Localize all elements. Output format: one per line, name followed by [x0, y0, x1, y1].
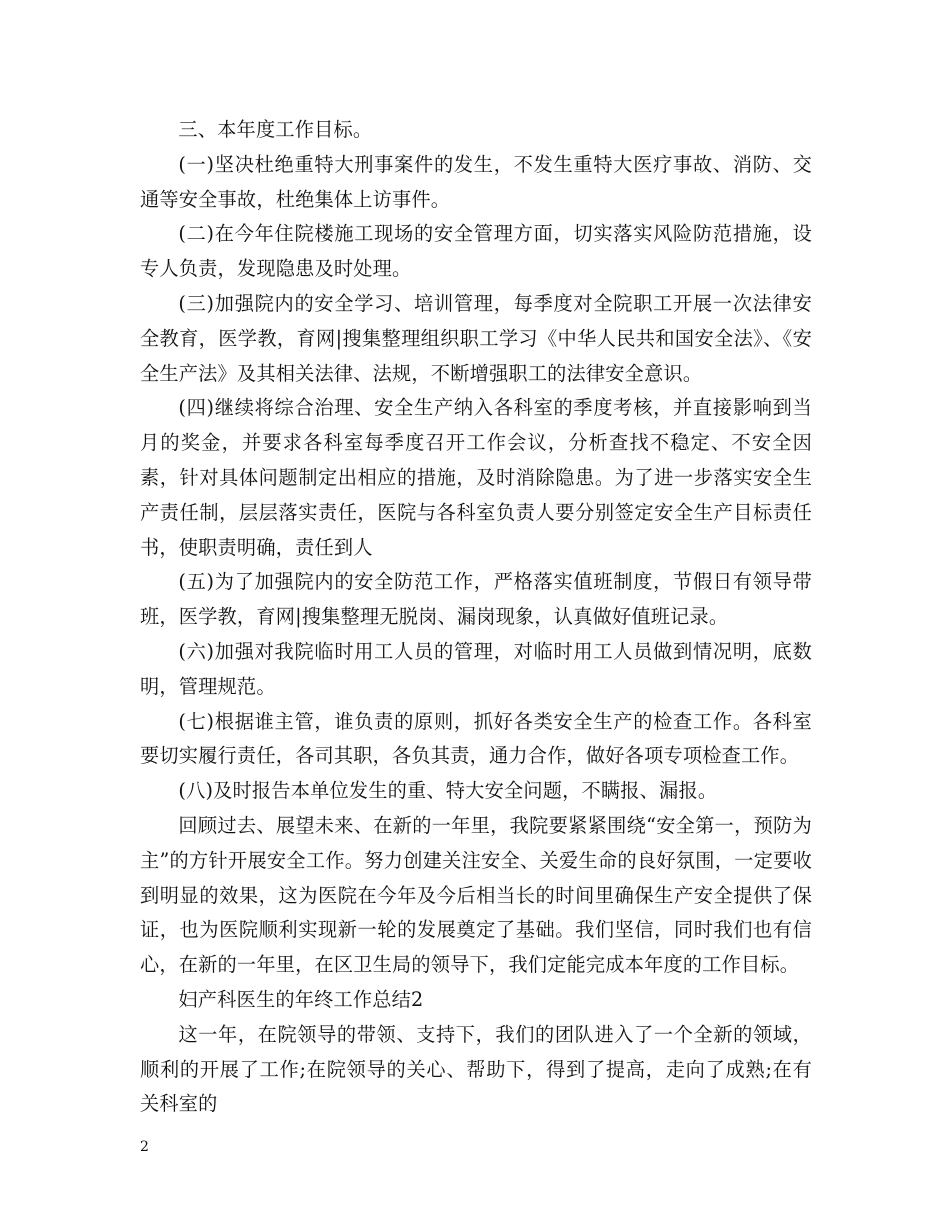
- goal-item-3: (三)加强院内的安全学习、培训管理，每季度对全院职工开展一次法律安全教育，医学教，育网|搜集整理组织职工学习《中华人民共和国安全法》、《安全生产法》及其相关法律、法规，不断增强职工的法律安全意识。: [140, 291, 812, 385]
- summary-2-title: 妇产科医生的年终工作总结2: [178, 987, 424, 1011]
- goal-item-7: (七)根据谁主管，谁负责的原则，抓好各类安全生产的检查工作。各科室要切实履行责任，各司其职，各负其责，通力合作，做好各项专项检查工作。: [140, 709, 812, 768]
- page-number: 2: [140, 1139, 149, 1155]
- goal-item-8: (八)及时报告本单位发生的重、特大安全问题，不瞒报、漏报。: [178, 779, 718, 803]
- summary-2-intro-paragraph: 这一年，在院领导的带领、支持下，我们的团队进入了一个全新的领域，顺利的开展了工作;在院领导的关心、帮助下，得到了提高，走向了成熟;在有关科室的: [140, 1022, 812, 1116]
- goal-item-5: (五)为了加强院内的安全防范工作，严格落实值班制度，节假日有领导带班，医学教，育网|搜集整理无脱岗、漏岗现象，认真做好值班记录。: [140, 570, 812, 629]
- goal-item-2: (二)在今年住院楼施工现场的安全管理方面，切实落实风险防范措施，设专人负责，发现隐患及时处理。: [140, 222, 812, 281]
- goal-item-4: (四)继续将综合治理、安全生产纳入各科室的季度考核，并直接影响到当月的奖金，并要求各科室每季度召开工作会议，分析查找不稳定、不安全因素，针对具体问题制定出相应的措施，及时消除隐患。为了进一步落实安全生产责任制，层层落实责任，医院与各科室负责人要分别签定安全生产目标责任书，使职责明确，责任到人: [140, 396, 812, 559]
- goal-item-1: (一)坚决杜绝重特大刑事案件的发生，不发生重特大医疗事故、消防、交通等安全事故，杜绝集体上访事件。: [140, 152, 812, 211]
- document-body: [140, 113, 812, 1122]
- section-heading-annual-goals: 三、本年度工作目标。: [178, 118, 373, 141]
- goal-item-6: (六)加强对我院临时用工人员的管理，对临时用工人员做到情况明，底数明，管理规范。: [140, 639, 812, 698]
- review-outlook-paragraph: 回顾过去、展望未来、在新的一年里，我院要紧紧围绕“安全第一，预防为主”的方针开展安全工作。努力创建关注安全、关爱生命的良好氛围，一定要收到明显的效果，这为医院在今年及今后相当长的时间里确保生产安全提供了保证，也为医院顺利实现新一轮的发展奠定了基础。我们坚信，同时我们也有信心，在新的一年里，在区卫生局的领导下，我们定能完成本年度的工作目标。: [140, 813, 812, 977]
